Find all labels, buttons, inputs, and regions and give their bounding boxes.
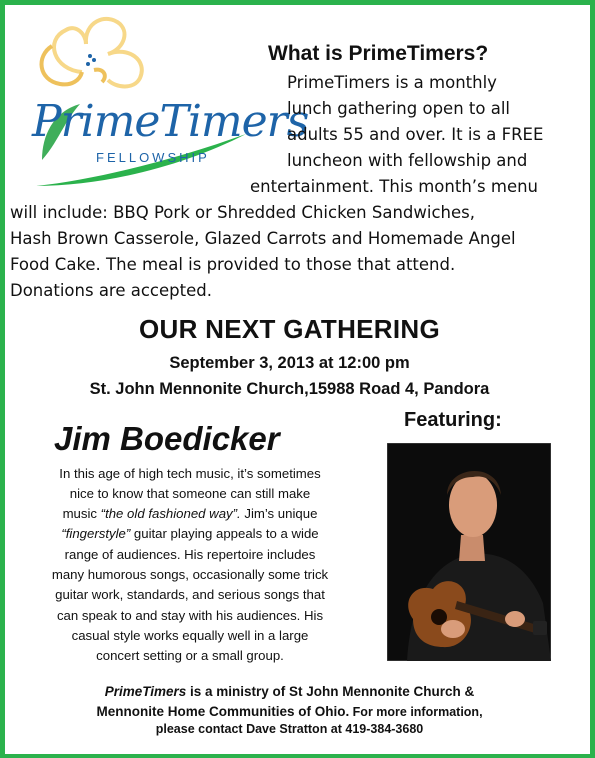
featuring-label: Featuring: [404, 409, 502, 431]
intro-line: lunch gathering open to all [287, 99, 510, 118]
bio-text: music [62, 506, 101, 521]
footer-line [0, 704, 579, 719]
bio-line: can speak to and stay with his audiences. His [56, 608, 324, 623]
footer-text: For more information, [349, 705, 483, 719]
bio-line: In this age of high tech music, it’s sometimes [59, 466, 321, 481]
performer-photo [387, 443, 551, 661]
performer-name: Jim Boedicker [54, 420, 280, 457]
bio-text: Jim’s unique [240, 506, 318, 521]
footer-line [0, 684, 579, 699]
bio-line [30, 504, 350, 524]
intro-line: Food Cake. The meal is provided to those that attend. [10, 255, 456, 274]
gathering-title: OUR NEXT GATHERING [138, 314, 441, 344]
bio-line [30, 524, 350, 544]
footer-text: is a ministry of St John Mennonite Church & [186, 684, 475, 699]
intro-line: entertainment. This month’s menu [250, 177, 539, 196]
footer-brand: PrimeTimers [104, 684, 187, 699]
bio-line: concert setting or a small group. [96, 648, 284, 663]
intro-line: will include: BBQ Pork or Shredded Chicken Sandwiches, [10, 203, 476, 222]
intro-line: PrimeTimers is a monthly [287, 73, 497, 92]
logo-wordmark: PrimeTimers [32, 96, 309, 147]
intro-line: Donations are accepted. [10, 281, 212, 300]
bio-line: guitar work, standards, and serious songs that [55, 587, 325, 602]
gathering-location: St. John Mennonite Church,15988 Road 4, Pandora [89, 380, 490, 398]
bio-line: many humorous songs, occasionally some trick [51, 567, 329, 582]
bio-text: guitar playing appeals to a wide [130, 526, 319, 541]
footer-text: Mennonite Home Communities of Ohio. [96, 704, 350, 719]
intro-line: luncheon with fellowship and [287, 151, 528, 170]
bio-emphasis: “fingerstyle” [61, 526, 131, 541]
bio-line: casual style works equally well in a large [71, 628, 309, 643]
bio-emphasis: “the old fashioned way”. [100, 506, 241, 521]
bio-line: nice to know that someone can still make [69, 486, 311, 501]
footer-contact: please contact Dave Stratton at 419-384-3680 [155, 722, 424, 736]
intro-line: adults 55 and over. It is a FREE [287, 125, 544, 144]
gathering-date: September 3, 2013 at 12:00 pm [169, 354, 410, 372]
bio-line: range of audiences. His repertoire includes [64, 547, 316, 562]
logo-subtitle: FELLOWSHIP [96, 150, 210, 165]
intro-line: Hash Brown Casserole, Glazed Carrots and Homemade Angel [10, 229, 516, 248]
intro-heading: What is PrimeTimers? [268, 42, 489, 65]
